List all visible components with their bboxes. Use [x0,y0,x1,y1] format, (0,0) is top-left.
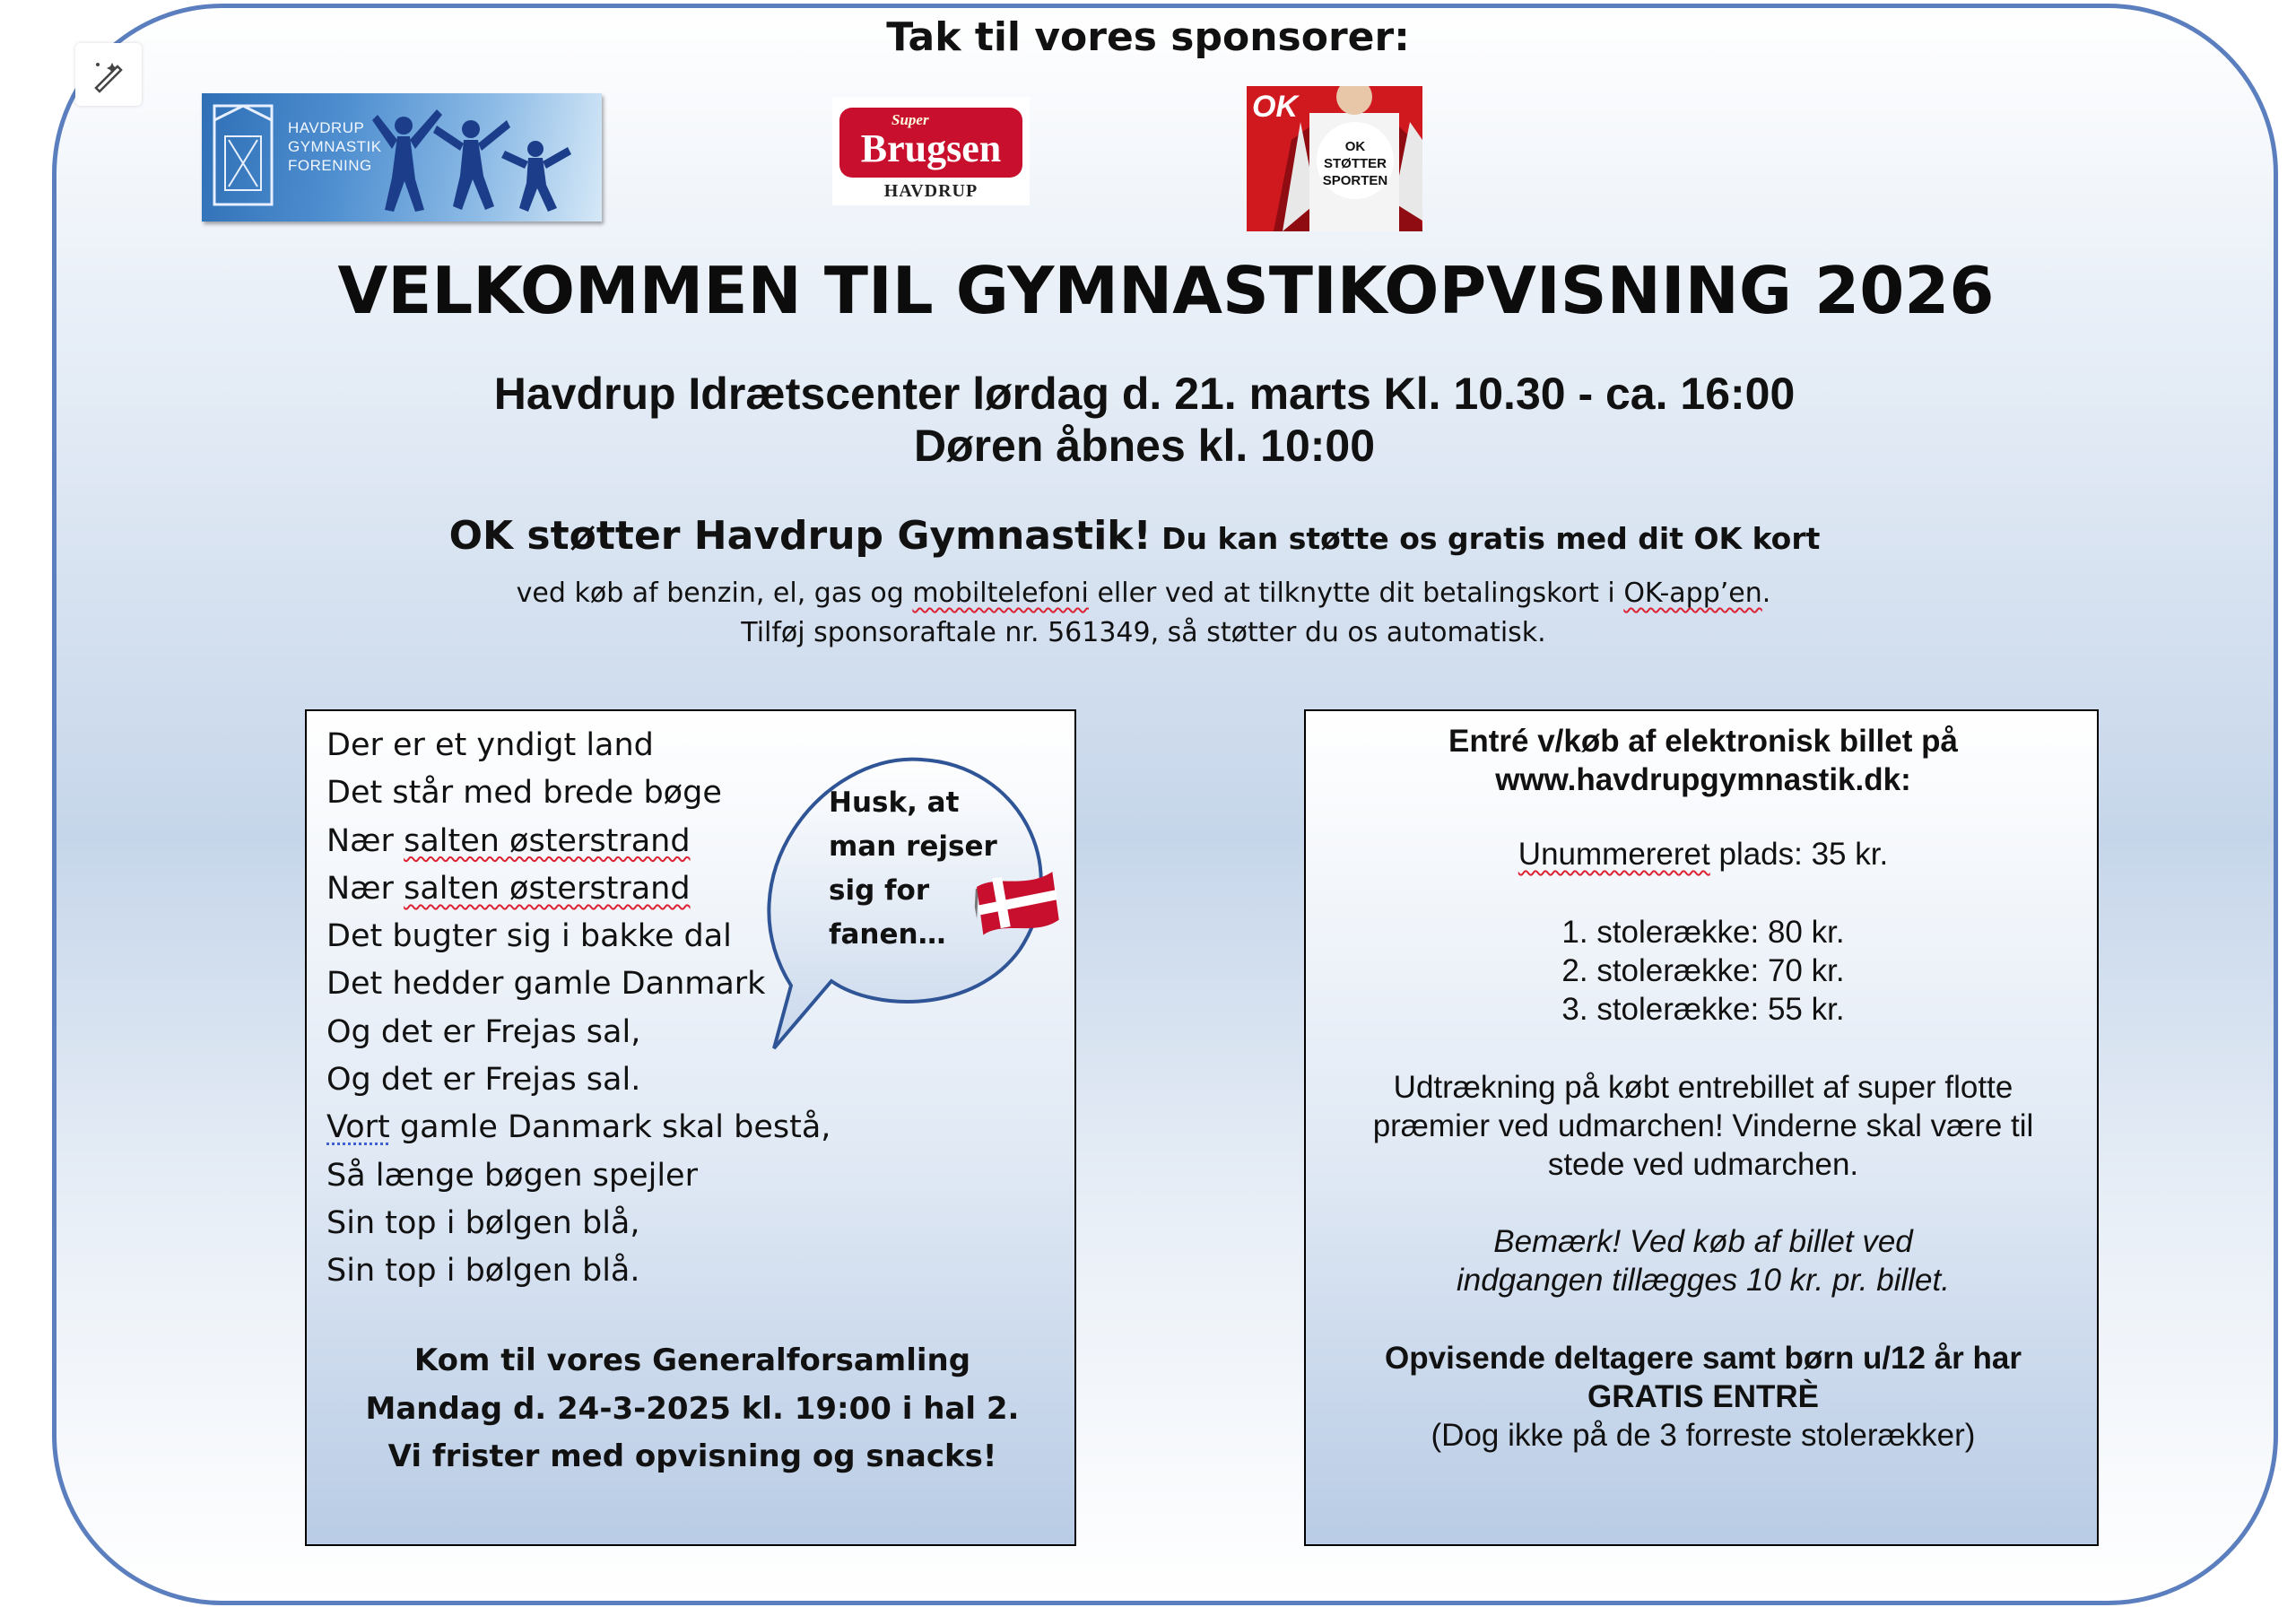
magic-pen-icon [91,57,126,93]
hgf-logo-text: HAVDRUP GYMNASTIK FORENING [288,119,382,174]
event-door-time: Døren åbnes kl. 10:00 [913,421,1376,471]
ticket-info-box [1304,709,2099,1546]
ticket-heading: Entré v/køb af elektronisk billet på www.havdrupgymnastik.dk: [1448,724,1958,797]
national-anthem-text: Der er et yndigt land Det står med brede bøge Nær salten østerstrand Nær salten østerstrand Det bugter sig i bakke dal Det hedder gamle Danmark Og det er Frejas sal, Og det er Frejas sal. Vort gamle Danmark skal bestå, Så længe bøgen spejler Sin top i bølgen blå, Sin top i bølgen blå. [326,727,831,1290]
ticket-unnumbered: Unummereret plads: 35 kr. [1518,837,1889,872]
general-assembly-notice: Kom til vores Generalforsamling Mandag d. 24-3-2025 kl. 19:00 i hal 2. Vi frister med opvisning og snacks! [365,1342,1020,1474]
hgf-logo [202,93,602,222]
bubble-text: Husk, at man rejser sig for fanen… [829,786,997,951]
ok-support-title: OK støtter Havdrup Gymnastik! [448,513,1152,559]
main-title: VELKOMMEN TIL GYMNASTIKOPVISNING 2026 [337,253,1995,328]
ok-shirt-text: OK STØTTER SPORTEN [1322,139,1388,188]
ok-sponsor-agreement: Tilføj sponsoraftale nr. 561349, så støtter du os automatisk. [741,617,1546,648]
superbrugsen-logo: Super Brugsen HAVDRUP [832,97,1030,205]
ok-logo: OK OK STØTTER SPORTEN [1247,86,1422,231]
ok-support-headline [0,513,2269,559]
ticket-draw-info: Udtrækning på købt entrebillet af super flotte præmier ved udmarchen! Vinderne skal være til stede ved udmarchen. [1372,1070,2034,1182]
ticket-free-entry: Opvisende deltagere samt børn u/12 år har GRATIS ENTRÈ (Dog ikke på de 3 forreste stolerækker) [1385,1341,2022,1453]
event-location-time: Havdrup Idrætscenter lørdag d. 21. marts Kl. 10.30 - ca. 16:00 [493,369,1796,419]
ok-support-details: ved køb af benzin, el, gas og mobiltelefoni eller ved at tilknytte dit betalingskort i OK-app’en. [516,578,1771,609]
song-box [305,709,1076,1546]
ticket-rows: 1. stolerække: 80 kr. 2. stolerække: 70 kr. 3. stolerække: 55 kr. [1561,915,1845,1027]
ticket-door-note: Bemærk! Ved køb af billet ved indgangen tillægges 10 kr. pr. billet. [1457,1224,1950,1298]
sponsors-heading: Tak til vores sponsorer: [886,14,1410,60]
danish-flag-icon [969,856,1071,951]
ok-support-subtitle: Du kan støtte os gratis med dit OK kort [1151,521,1821,556]
